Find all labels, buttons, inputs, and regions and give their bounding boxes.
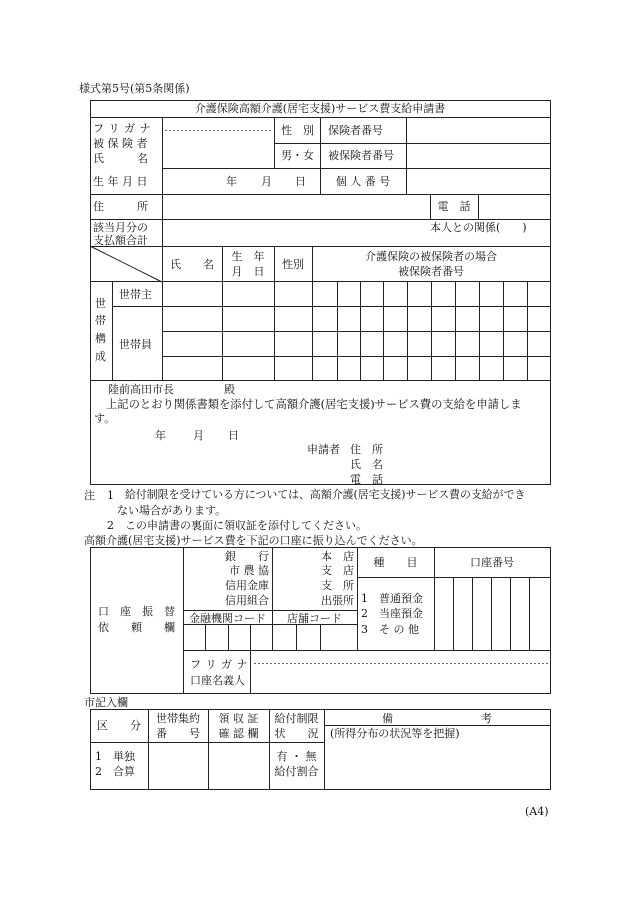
birth-month: 月: [261, 175, 272, 188]
deposit-type-other[interactable]: 3 そ の 他: [361, 623, 419, 636]
column-insured-header-2: 被保険者番号: [398, 265, 464, 278]
application-month: 月: [193, 429, 204, 442]
gender-options[interactable]: 男・女: [281, 149, 314, 162]
birth-year: 年: [226, 175, 237, 188]
transfer-intro: 高額介護(居宅支援)サービス費を下記の口座に振り込んでください。: [84, 534, 423, 547]
account-holder-label: 口座名義人: [190, 674, 245, 687]
note-2: 2 この申請書の裏面に領収証を添付してください。: [107, 519, 367, 532]
household-number-header-2: 番 号: [156, 727, 200, 740]
furigana-label: フ リ ガ ナ: [93, 122, 151, 135]
branch-type-agency[interactable]: 出張所: [321, 594, 354, 607]
applicant-phone-label: 電 話: [350, 473, 383, 486]
bank-type-bank[interactable]: 銀 行: [225, 550, 269, 563]
insurer-number-label: 保険者番号: [328, 124, 383, 137]
branch-code-label: 店舗コード: [287, 612, 342, 625]
phone-label: 電 話: [437, 200, 471, 213]
note-1-line-2: ない場合があります。: [117, 504, 227, 517]
insured-number-label: 被保険者番号: [328, 149, 394, 162]
payment-total-field[interactable]: [164, 221, 424, 245]
application-year: 年: [155, 429, 166, 442]
receipt-check-header-1: 領 収 証: [218, 712, 259, 725]
receipt-check-header-2: 確 認 欄: [218, 727, 259, 740]
city-section-label: 市記入欄: [84, 696, 128, 709]
transfer-request-label-2: 依 頼 欄: [98, 621, 175, 634]
deposit-type-ordinary[interactable]: 1 普通預金: [361, 592, 423, 605]
household-char-2: 帯: [95, 314, 106, 327]
applicant-label: 申請者: [307, 443, 340, 456]
applicant-name-label: 氏 名: [350, 458, 383, 471]
benefit-limit-header-2: 状 況: [274, 727, 319, 740]
household-char-4: 成: [95, 350, 106, 363]
remarks-header: 備 考: [382, 712, 492, 725]
addressee: 陸前高田市長: [108, 383, 174, 396]
birth-day: 日: [295, 175, 306, 188]
note-label: 注: [84, 489, 95, 502]
column-insured-header-1: 介護保険の被保険者の場合: [365, 250, 497, 263]
account-holder-field[interactable]: [253, 666, 548, 692]
birth-date-label: 生 年 月 日: [93, 175, 148, 188]
personal-number-field[interactable]: [408, 170, 549, 193]
insured-number-field[interactable]: [408, 145, 549, 167]
household-number-header-1: 世帯集約: [156, 712, 200, 725]
benefit-limit-options[interactable]: 有 ・ 無: [276, 750, 317, 763]
honorific: 殿: [224, 383, 235, 396]
note-1-number: 1: [107, 489, 114, 502]
insured-name-label-2: 氏 名: [93, 152, 148, 165]
household-head-label: 世帯主: [119, 288, 152, 301]
column-gender-header: 性別: [282, 258, 304, 271]
payment-label-1: 該当月分の: [93, 221, 148, 234]
institution-code-label: 金融機関コード: [189, 612, 266, 625]
bank-type-shinkin[interactable]: 信用金庫: [225, 579, 269, 592]
note-1-line-1: 給付制限を受けている方については、高額介護(居宅支援)サービス費の支給ができ: [125, 488, 526, 501]
column-birth-header-1: 生 年: [231, 250, 265, 263]
transfer-request-label-1: 口 座 振 替: [98, 605, 175, 618]
form-number: 様式第5号(第5条関係): [79, 82, 190, 95]
household-char-1: 世: [95, 297, 106, 310]
branch-type-branch[interactable]: 支 店: [321, 564, 354, 577]
address-label: 住 所: [93, 200, 148, 213]
branch-type-office[interactable]: 支 所: [321, 579, 354, 592]
bank-name-field[interactable]: [185, 549, 205, 609]
household-member-label: 世帯員: [119, 338, 152, 351]
relation-label[interactable]: 本人との関係( ): [430, 221, 527, 234]
category-single[interactable]: 1 単独: [95, 750, 135, 763]
benefit-ratio-label: 給付割合: [274, 765, 319, 778]
statement-line-1: 上記のとおり関係書類を添付して高額介護(居宅支援)サービス費の支給を申請しま: [106, 398, 522, 411]
statement-line-2: す。: [94, 412, 116, 425]
branch-type-main[interactable]: 本 店: [321, 550, 354, 563]
benefit-limit-header-1: 給付制限: [274, 712, 319, 725]
insured-name-label-1: 被 保 険 者: [93, 137, 148, 150]
deposit-type-current[interactable]: 2 当座預金: [361, 607, 423, 620]
phone-field[interactable]: [480, 196, 549, 218]
account-number-label: 口座番号: [470, 556, 514, 569]
address-field[interactable]: [164, 196, 429, 218]
gender-label: 性 別: [281, 124, 314, 137]
bank-type-agri[interactable]: 市 農 協: [229, 564, 269, 577]
payment-label-2: 支払額合計: [93, 234, 148, 247]
form-title: 介護保険高額介護(居宅支援)サービス費支給申請書: [194, 102, 446, 115]
insurer-number-field[interactable]: [408, 119, 549, 142]
furigana-field[interactable]: [164, 119, 272, 130]
paper-size: (A4): [525, 805, 549, 818]
insured-name-field[interactable]: [164, 132, 272, 166]
application-day: 日: [228, 429, 239, 442]
bank-type-kumiai[interactable]: 信用組合: [225, 594, 269, 607]
column-birth-header-2: 月 日: [231, 265, 265, 278]
applicant-address-label: 住 所: [350, 443, 383, 456]
remarks-subheader: (所得分布の状況等を把握): [330, 727, 460, 740]
account-furigana-label: フ リ ガ ナ: [190, 658, 248, 671]
category-combined[interactable]: 2 合算: [95, 765, 135, 778]
household-char-3: 構: [95, 332, 106, 345]
personal-number-label: 個 人 番 号: [335, 175, 391, 188]
column-name-header: 氏 名: [170, 258, 214, 271]
deposit-kind-label: 種 目: [373, 556, 418, 569]
category-header: 区 分: [97, 719, 141, 732]
